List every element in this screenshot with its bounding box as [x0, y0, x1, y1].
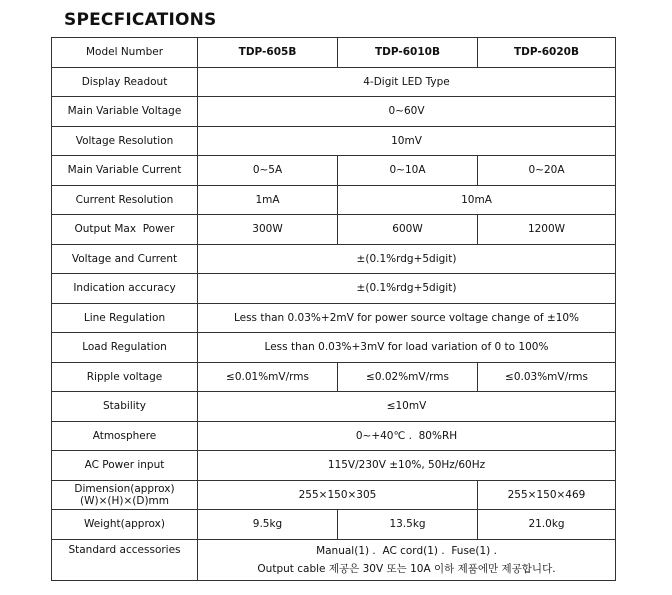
- table-row-voltage-current: [52, 244, 616, 274]
- row-label: Display Readout: [52, 67, 198, 97]
- model-header: TDP-6010B: [338, 38, 478, 68]
- row-label-line: (W)×(H)×(D)mm: [80, 494, 169, 507]
- table-row-display-readout: [52, 67, 616, 97]
- cell-value: 255×150×469: [478, 480, 616, 510]
- row-label: Line Regulation: [52, 303, 198, 333]
- cell-value: ±(0.1%rdg+5digit): [198, 274, 616, 304]
- row-label: Atmosphere: [52, 421, 198, 451]
- model-header: TDP-605B: [198, 38, 338, 68]
- row-label: Stability: [52, 392, 198, 422]
- accessories-line: Manual(1) . AC cord(1) . Fuse(1) .: [316, 544, 497, 557]
- table-row-line-regulation: [52, 303, 616, 333]
- row-label: AC Power input: [52, 451, 198, 481]
- row-label: Model Number: [52, 38, 198, 68]
- cell-value: 0~5A: [198, 156, 338, 186]
- cell-value: 0~10A: [338, 156, 478, 186]
- cell-value: ≤0.03%mV/rms: [478, 362, 616, 392]
- cell-value: 9.5kg: [198, 510, 338, 540]
- row-label-line: Dimension(approx): [74, 482, 175, 495]
- row-label: Current Resolution: [52, 185, 198, 215]
- row-label: Main Variable Voltage: [52, 97, 198, 127]
- table-row-load-regulation: [52, 333, 616, 363]
- table-row-ripple-voltage: [52, 362, 616, 392]
- table-row-ac-power: [52, 451, 616, 481]
- row-label: Standard accessories: [52, 539, 198, 580]
- row-label: Voltage Resolution: [52, 126, 198, 156]
- cell-value: [198, 539, 616, 580]
- table-row-dimension: [52, 480, 616, 510]
- row-label: Weight(approx): [52, 510, 198, 540]
- model-header: TDP-6020B: [478, 38, 616, 68]
- cell-value: 115V/230V ±10%, 50Hz/60Hz: [198, 451, 616, 481]
- table-row-output-power: [52, 215, 616, 245]
- row-label: Load Regulation: [52, 333, 198, 363]
- cell-value: 10mV: [198, 126, 616, 156]
- cell-value: ≤0.01%mV/rms: [198, 362, 338, 392]
- cell-value: 1mA: [198, 185, 338, 215]
- cell-value: 10mA: [338, 185, 616, 215]
- table-row-main-current: [52, 156, 616, 186]
- cell-value: 13.5kg: [338, 510, 478, 540]
- table-row-voltage-resolution: [52, 126, 616, 156]
- specifications-table: [51, 37, 616, 581]
- cell-value: Less than 0.03%+2mV for power source voltage change of ±10%: [198, 303, 616, 333]
- row-label: Voltage and Current: [52, 244, 198, 274]
- table-row-stability: [52, 392, 616, 422]
- row-label: Main Variable Current: [52, 156, 198, 186]
- accessories-line: Output cable 제공은 30V 또는 10A 이하 제품에만 제공합니다.: [257, 562, 556, 575]
- cell-value: 0~60V: [198, 97, 616, 127]
- table-row-weight: [52, 510, 616, 540]
- table-row-current-resolution: [52, 185, 616, 215]
- cell-value: ±(0.1%rdg+5digit): [198, 244, 616, 274]
- cell-value: 4-Digit LED Type: [198, 67, 616, 97]
- cell-value: 1200W: [478, 215, 616, 245]
- cell-value: ≤0.02%mV/rms: [338, 362, 478, 392]
- row-label: [52, 480, 198, 510]
- cell-value: 600W: [338, 215, 478, 245]
- page-title: SPECFICATIONS: [64, 10, 217, 30]
- row-label: Indication accuracy: [52, 274, 198, 304]
- cell-value: 0~20A: [478, 156, 616, 186]
- row-label: Ripple voltage: [52, 362, 198, 392]
- cell-value: 300W: [198, 215, 338, 245]
- table-row-indication-accuracy: [52, 274, 616, 304]
- cell-value: 255×150×305: [198, 480, 478, 510]
- cell-value: 21.0kg: [478, 510, 616, 540]
- cell-value: 0~+40℃ . 80%RH: [198, 421, 616, 451]
- table-row-main-voltage: [52, 97, 616, 127]
- table-row-accessories: [52, 539, 616, 580]
- table-row-atmosphere: [52, 421, 616, 451]
- table-row-model-number: [52, 38, 616, 68]
- row-label: Output Max Power: [52, 215, 198, 245]
- cell-value: ≤10mV: [198, 392, 616, 422]
- cell-value: Less than 0.03%+3mV for load variation of 0 to 100%: [198, 333, 616, 363]
